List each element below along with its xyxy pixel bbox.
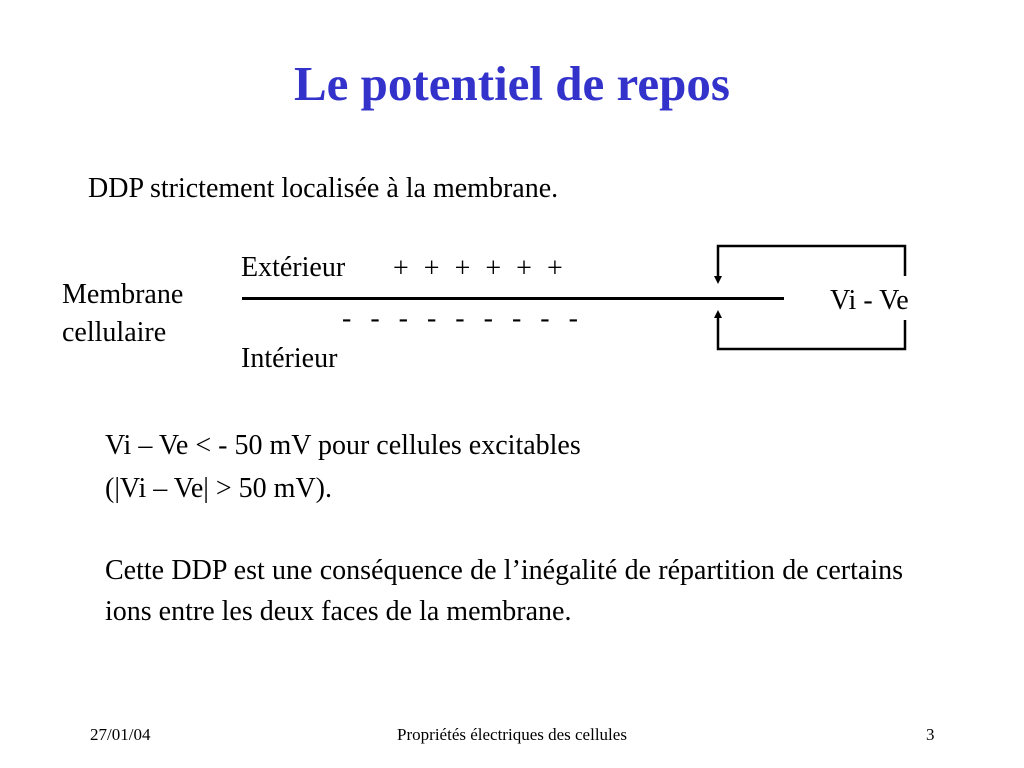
intro-text: DDP strictement localisée à la membrane. xyxy=(88,173,559,204)
page-number: 3 xyxy=(926,725,935,744)
exterior-wire xyxy=(718,246,905,278)
footer-date: 27/01/04 xyxy=(90,725,151,744)
membrane-label-line1: Membrane xyxy=(62,279,184,310)
interior-wire xyxy=(718,316,905,349)
interior-label: Intérieur xyxy=(241,343,338,374)
explanation-paragraph: Cette DDP est une conséquence de l’inégalité de répartition de certains ions entre les deux faces de la membrane. xyxy=(105,555,903,627)
arrow-down-icon xyxy=(714,276,722,284)
positive-charges: + + + + + + xyxy=(393,253,564,284)
equation-line1: Vi – Ve < - 50 mV pour cellules excitables xyxy=(105,430,581,461)
arrow-up-icon xyxy=(714,310,722,318)
slide-title: Le potentiel de repos xyxy=(294,56,730,111)
potential-difference-label: Vi - Ve xyxy=(830,285,909,316)
exterior-label: Extérieur xyxy=(241,252,346,283)
footer-title: Propriétés électriques des cellules xyxy=(397,725,627,744)
membrane-line xyxy=(242,297,784,300)
equation-line2: (|Vi – Ve| > 50 mV). xyxy=(105,473,333,504)
membrane-label-line2: cellulaire xyxy=(62,317,167,348)
negative-charges: - - - - - - - - - xyxy=(342,303,578,334)
